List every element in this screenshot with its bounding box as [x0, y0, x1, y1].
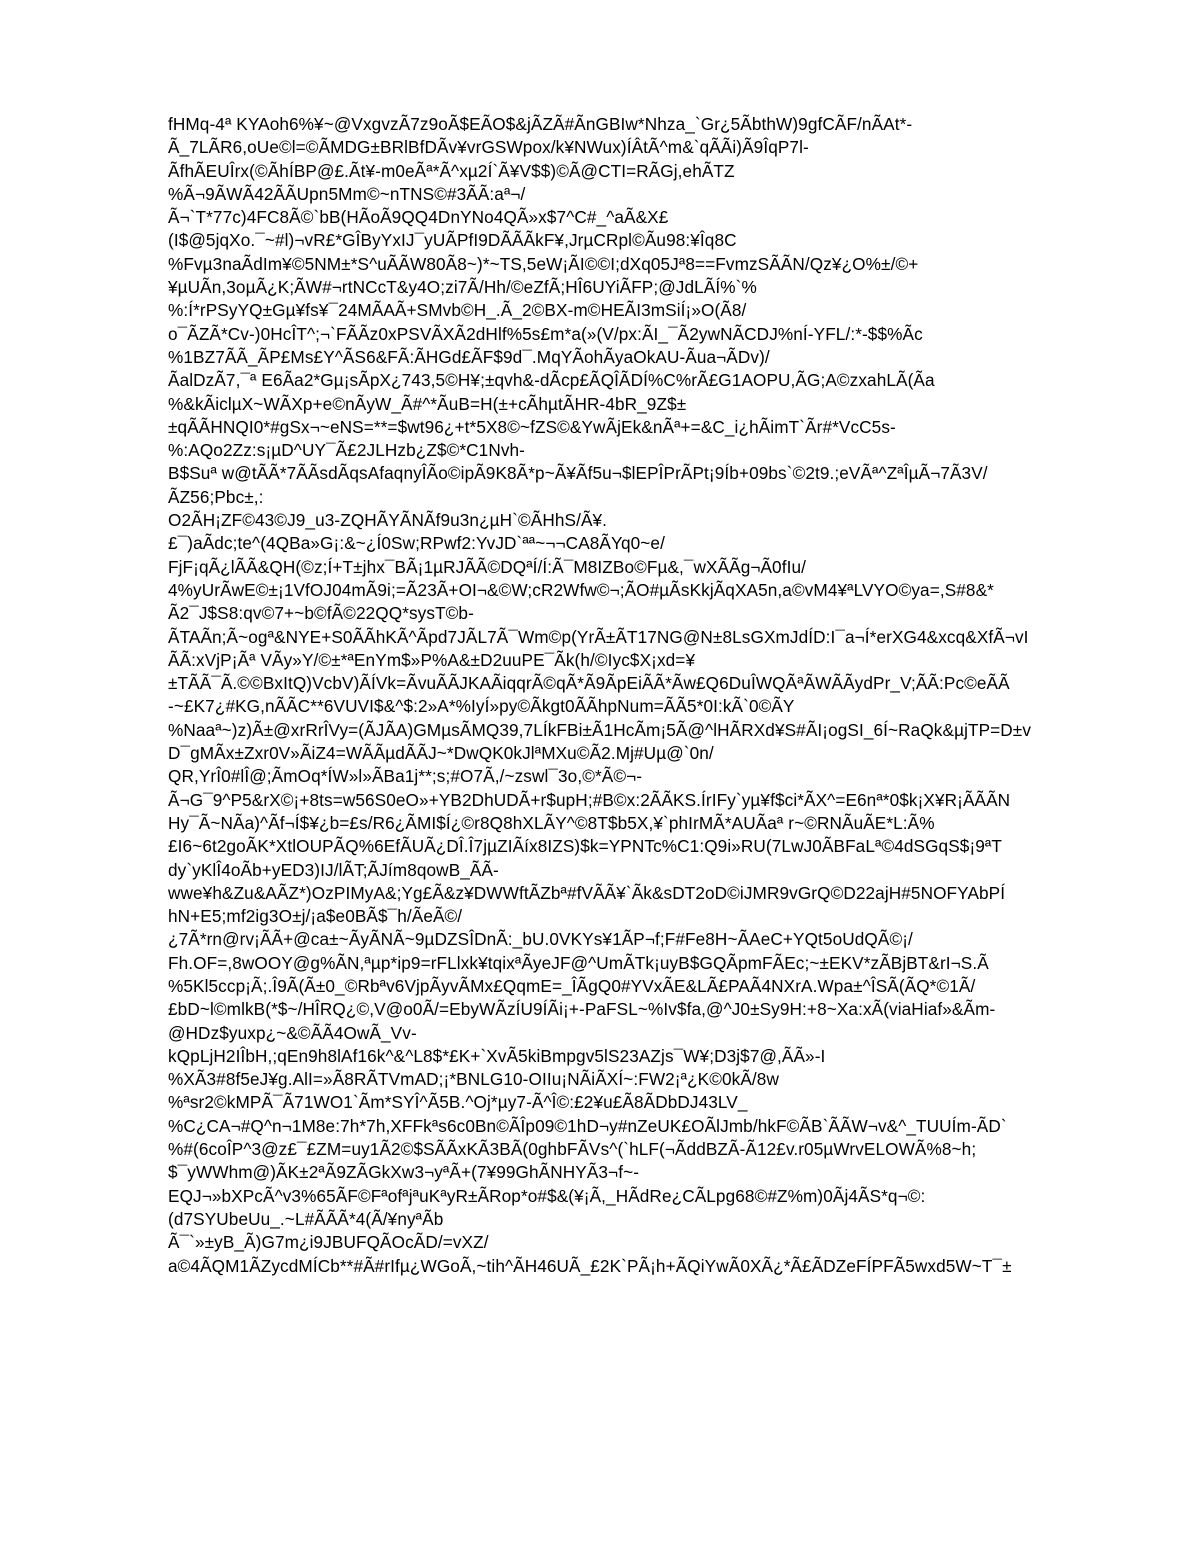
text-line: a©4ÃQM1ÃZycdMÍCb**#Ã#rIfµ¿WGoÃ,~tih^ÃH46UÃ_£2K`PÃ¡h+ÃQiYwÃ0XÃ¿*Ã£ÃDZeFÍPFÃ5wxd5W~T¯±: [168, 1255, 1012, 1276]
text-line: £I6~6t2goÃK*XtlOUPÃQ%6EfÃUÃ¿DÎ.Î7jµZIÃíx8IZS)$k=YPNTc%C1:Q9i»RU(7LwJ0ÃBFaLª©4dSGqS$¡9ªT: [168, 836, 1002, 857]
text-line: B$Suª w@tÃÃ*7ÃÃsdÃqsAfaqnyÎÃo©ipÃ9K8Ã*p~Ã¥Ãf5u¬$lEPÎPrÃPt¡9Íb+09bs`©2t9.;eVÃª^ZªÎµÃ¬7Ã3V/: [168, 463, 988, 484]
text-line: ¥µUÃn,3oµÃ¿K;ÃW#¬rtNCcT&y4O;zi7Ã/Hh/©eZfÃ;HÎ6UYiÃFP;@JdLÃÍ%`%: [168, 277, 757, 298]
text-line: fHMq-4ª KYAoh6%¥~@VxgvzÃ7z9oÃ$EÃO$&jÃZÃ#ÃnGBIw*Nhza_`Gr¿5ÃbthW)9gfCÃF/nÃAt*-: [168, 114, 913, 134]
text-line: %:Í*rPSyYQ±Gµ¥fs¥¯24MÃAÃ+SMvb©H_.Ã_2©BX-m©HEÃI3mSiÍ¡»O(Ã8/: [168, 300, 747, 321]
text-line: o¯ÃZÃ*Cv-)0HcÎT^;¬`FÃÃz0xPSVÃXÃ2dHlf%5s£m*a(»(V/px:ÃI_¯Ã2ywNÃCDJ%nÍ-YFL/:*-$$%Ãc: [168, 323, 923, 344]
text-line: £bD~l©mlkB(*$~/HÎRQ¿©,V@o0Ã/=EbyWÃzÍU9ÍÃi¡+-PaFSL~%Iv$fa,@^J0±Sy9H:+8~Xa:xÃ(viaHiaf»&Ãm-: [168, 999, 996, 1020]
text-line: ±qÃÃHNQI0*#gSx¬~eNS=**=$wt96¿+t*5X8©~fZS©&YwÃjEk&nÃª+=&C_i¿hÃimT`Ãr#*VcC5s-: [168, 416, 896, 437]
text-line: Hy¯Ã~NÃa)^Ãf¬Í$¥¿b=£s/R6¿ÃMI$Í¿©r8Q8hXLÃY^©8T$b5X,¥`phIrMÃ*AUÃaª r~©RNÃuÃE*L:Ã%: [168, 812, 935, 833]
text-line: $¯yWWhm@)ÃK±2ªÃ9ZÃGkXw3¬yªÃ+(7¥99GhÃNHYÃ3¬f~-: [168, 1162, 640, 1183]
text-line: %5Kl5ccp¡Ã;.Î9Ã(Ã±0_©Rbªv6VjpÃyvÃMx£QqmE=_ÎÃgQ0#YVxÃE&LÃ£PAÃ4NXrA.Wpa±^ÎSÃ(ÃQ*©1Ã/: [168, 975, 976, 996]
text-line: ÃZ56;Pbc±,:: [168, 486, 264, 507]
text-line: O2ÃH¡ZF©43©J9_u3-ZQHÃYÃNÃf9u3n¿µH`©ÃHhS/Ã¥.: [168, 510, 608, 531]
text-line: wwe¥h&Zu&AÃZ*)OzPIMyA&;Yg£Ã&z¥DWWftÃZbª#fVÃÃ¥`Ãk&sDT2oD©iJMR9vGrQ©D22ajH#5NOFYAbPÍ: [168, 882, 1006, 903]
text-line: ¿7Ã*rn@rv¡ÃÃ+@ca±~ÃyÃNÃ~9µDZSÎDnÃ:_bU.0VKYs¥1ÃP¬f;F#Fe8H~ÃAeC+YQt5oUdQÃ©¡/: [168, 929, 913, 950]
text-line: Ã¬`T*77c)4FC8Ã©`bB(HÃoÃ9QQ4DnYNo4QÃ»x$7^C#_^aÃ&X£: [168, 207, 669, 228]
text-line: -~£K7¿#KG,nÃÃC**6VUVI$&^$:2»A*%IyÍ»py©Ãkgt0ÃÃhpNum=ÃÃ5*0I:kÃ`0©ÃY: [168, 696, 795, 717]
text-line: %Naaª~)z)Ã±@xrRrÎVy=(ÃJÃA)GMµsÃMQ39,7LÍkFBi±Ã1HcÃm¡5Ã@^lHÃRXd¥S#ÃI¡ogSI_6Í~RaQk&µjTP=D±v: [168, 719, 1032, 740]
text-line: (d7SYUbeUu_.~L#ÃÃÃ*4(Ã/¥nyªÃb: [168, 1208, 444, 1229]
text-line: %#(6coÎP^3@z£¯£ZM=uy1Ã2©$SÃÃxKÃ3BÃ(0ghbFÃVs^(`hLF(¬ÃddBZÃ-Ã12£v.r05µWrvELOWÃ%8~h;: [168, 1139, 977, 1160]
text-line: %XÃ3#8f5eJ¥g.AlI=»Ã8RÃTVmAD;¡*BNLG10-OIIu¡NÃiÃXÍ~:FW2¡ª¿K©0kÃ/8w: [168, 1069, 779, 1090]
text-line: (I$@5jqXo.¯~#l)¬vR£*GÎByYxIJ¯yUÃPfI9DÃÃÃkF¥,JrµCRpl©Ãu98:¥Îq8C: [168, 230, 737, 251]
body-text: [168, 113, 1128, 1278]
text-line: kQpLjH2IÎbH,;qEn9h8lAf16k^&^L8$*£K+`XvÃ5kiBmpgv5lS23AZjs¯W¥;D3j$7@,ÃÃ»-I: [168, 1045, 826, 1066]
text-line: %ªsr2©kMPÃ¯Ã71WO1`Ãm*SYÎ^Ã5B.^Oj*µy7-Ã^Î©:£2¥u£Ã8ÃDbDJ43LV_: [168, 1092, 748, 1113]
text-line: %Ã¬9ÃWÃ42ÃÃUpn5Mm©~nTNS©#3ÃÃ:aª¬/: [168, 183, 526, 204]
text-line: Ã¯`»±yB_Ã)G7m¿i9JBUFQÃOcÃD/=vXZ/: [168, 1232, 489, 1253]
text-line: D¯gMÃx±Zxr0V»ÃiZ4=WÃÃµdÃÃJ~*DwQK0kJlªMXu©Ã2.Mj#Uµ@`0n/: [168, 743, 714, 764]
text-line: EQJ¬»bXPcÃ^v3%65ÃF©FªofªjªuKªyR±ÃRop*o#$&(¥¡Ã,_HÃdRe¿CÃLpg68©#Z%m)0Ãj4ÃS*q¬©:: [168, 1185, 926, 1206]
text-line: hN+E5;mf2ig3O±j/¡a$e0BÃ$¯h/ÃeÃ©/: [168, 906, 463, 927]
text-line: %Fvµ3naÃdIm¥©5NM±*S^uÃÃW80Ã8~)*~TS,5eW¡ÃI©©I;dXq05Jª8==FvmzSÃÃN/Qz¥¿O%±/©+: [168, 253, 919, 274]
text-line: Ã¬G¯9^P5&rX©¡+8ts=w56S0eO»+YB2DhUDÃ+r$upH;#B©x:2ÃÃKS.ÍrIFy`yµ¥f$ci*ÃX^=E6nª*0$k¡X¥R¡ÃÃÃN: [168, 789, 1011, 810]
text-line: @HDz$yuxp¿~&©ÃÃ4OwÃ_Vv-: [168, 1022, 417, 1043]
text-line: QR,YrÎ0#lÎ@;ÃmOq*ÍW»l»ÃBa1j**;s;#O7Ã,/~zswl¯3o,©*Ã©¬-: [168, 766, 643, 787]
text-line: 4%yUrÃwE©±¡1VfOJ04mÃ9i;=Ã23Ã+OI¬&©W;cR2Wfw©¬;ÃO#µÃsKkjÃqXA5n,a©vM4¥ªLVYO©ya=,S#8&*: [168, 579, 994, 600]
text-line: Ã2¯J$S8:qv©7+~b©fÃ©22QQ*sysT©b-: [168, 603, 474, 624]
text-line: Fh.OF=,8wOOY@g%ÃN,ªµp*ip9=rFLlxk¥tqixªÃyeJF@^UmÃTk¡uyB$GQÃpmFÃEc;~±EKV*zÃBjBT&rI¬S.Ã: [168, 952, 989, 973]
text-line: ÃfhÃEUÎrx(©ÃhÍBP@£.Ãt¥-m0eÃª*Ã^xµ2Í`Ã¥V$$)©Ã@CTI=RÃGj,ehÃTZ: [168, 160, 735, 181]
text-line: ÃalDzÃ7,¯ª E6Ãa2*Gµ¡sÃpX¿743,5©H¥;±qvh&-dÃcp£ÃQÎÃDÍ%C%rÃ£G1AOPU,ÃG;A©zxahLÃ(Ãa: [168, 370, 935, 391]
text-line: %C¿CA¬#Q^n¬1M8e:7h*7h,XFFkªs6c0Bn©ÃÎp09©1hD¬y#nZeUK£OÃlJmb/hkF©ÃB`ÃÃW¬v&^_TUUÍm-ÃD`: [168, 1115, 1007, 1136]
text-line: £¯)aÃdc;te^(4QBa»G¡:&~¿Í0Sw;RPwf2:YvJD`ªª~¬¬CA8ÃYq0~e/: [168, 533, 665, 554]
text-line: FjF¡qÃ¿lÃÃ&QH(©z;Í+T±jhx¯BÃ¡1µRJÃÃ©DQªÍ/Í:Ã¯M8IZBo©Fµ&,¯wXÃÃg¬Ã0fIu/: [168, 556, 807, 577]
text-line: %&kÃiclµX~WÃXp+e©nÃyW_Ã#^*ÃuB=H(±+cÃhµtÃHR-4bR_9Z$±: [168, 393, 687, 414]
text-line: Ã_7LÃR6,oUe©l=©ÃMDG±BRlBfDÃv¥vrGSWpox/k¥NWux)ÍÂtÃ^m&`qÃÃi)Ã9ÎqP7l-: [168, 137, 809, 158]
text-line: ÃÃ:xVjP¡Ãª VÃy»Y/©±*ªEnYm$»P%A&±D2uuPE¯Ãk(h/©Iyc$X¡xd=¥: [168, 649, 696, 670]
text-line: %1BZ7ÃÃ_ÃP£Ms£Y^ÃS6&FÃ:ÃHGd£ÃF$9d¯.MqYÃohÃyaOkAU-Ãua¬ÃDv)/: [168, 346, 770, 367]
text-line: ±TÃÃ¯Ã.©©BxItQ)VcbV)ÃÍVk=ÃvuÃÃJKAÃiqqrÃ©qÃ*Ã9ÃpEiÃÃ*Ãw£Q6DuÎWQÃªÃWÃÃydPr_V;ÃÃ:Pc©eÃÃ: [168, 673, 1010, 694]
text-line: %:AQo2Zz:s¡µD^UY¯Ã£2JLHzb¿Z$©*C1Nvh-: [168, 440, 526, 461]
text-line: ÃTAÃn;Ã~ogª&NYE+S0ÃÃhKÃ^Ãpd7JÃL7Ã¯Wm©p(YrÃ±ÃT17NG@N±8LsGXmJdÍD:I¯a¬Í*erXG4&xcq&XfÃ¬vI: [168, 626, 1029, 647]
text-line: dy`yKlÎ4oÃb+yED3)IJ/lÃT;ÃJím8qowB_ÃÃ-: [168, 859, 499, 880]
